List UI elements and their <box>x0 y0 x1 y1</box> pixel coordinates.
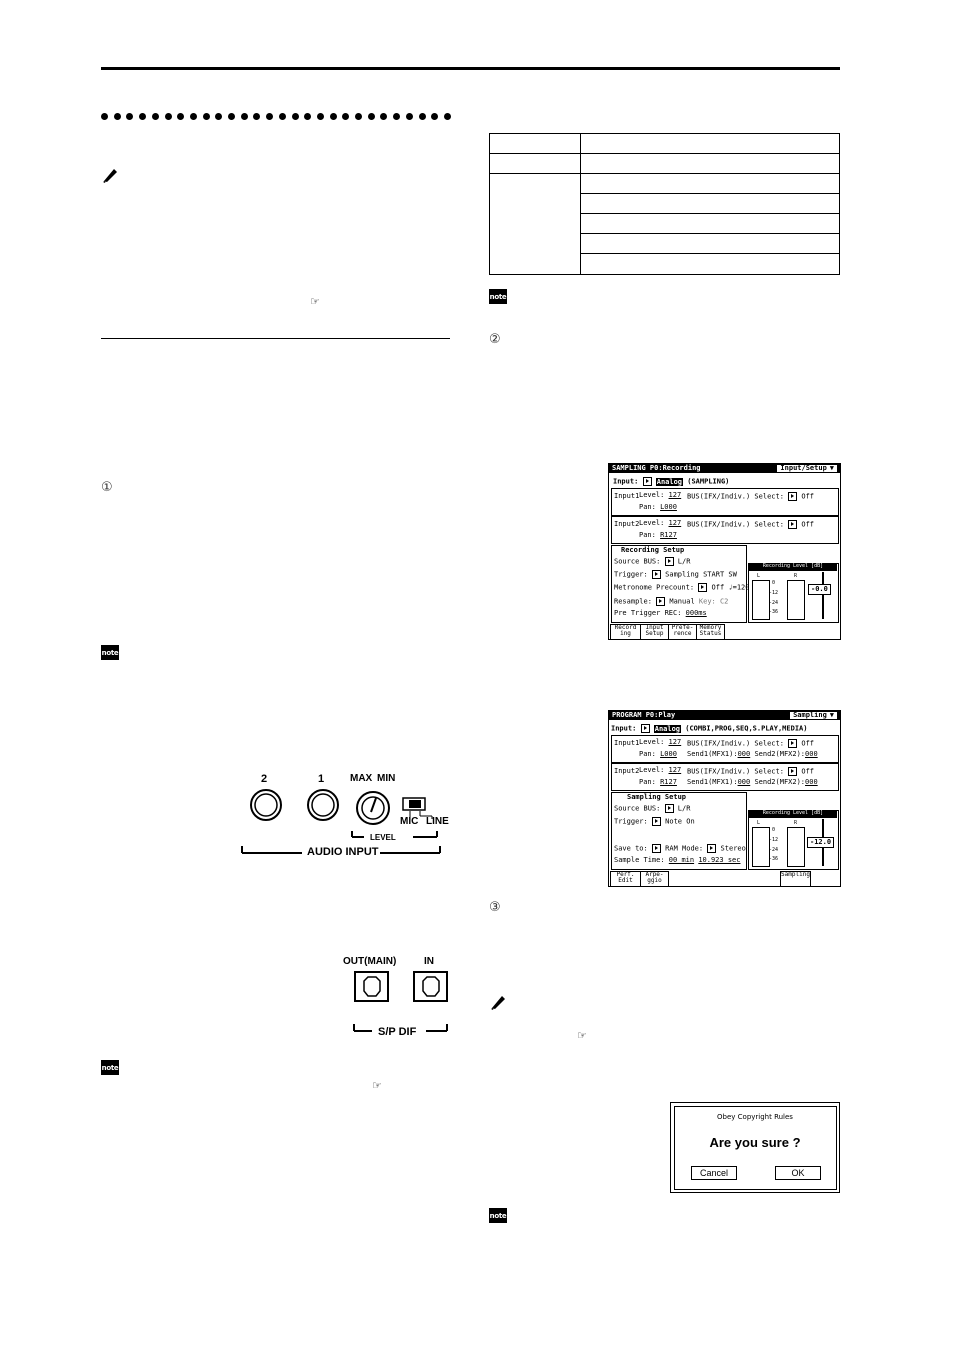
meter-r-label: R <box>794 573 798 579</box>
step-1-marker: ① <box>101 480 113 495</box>
ok-button[interactable]: OK <box>775 1166 821 1180</box>
input-popup-icon[interactable] <box>643 477 652 486</box>
header-rule <box>101 67 840 70</box>
scale-label: -36 <box>769 856 779 862</box>
input1-bus[interactable]: BUS(IFX/Indiv.) Select: Off <box>687 739 815 748</box>
table-cell <box>581 174 840 194</box>
input1-bus[interactable]: BUS(IFX/Indiv.) Select: Off <box>687 492 815 501</box>
input2-bus[interactable]: BUS(IFX/Indiv.) Select: Off <box>687 767 815 776</box>
line-label: LINE <box>426 816 449 827</box>
note-icon: note <box>489 289 507 304</box>
recording-setup-title: Recording Setup <box>621 546 685 554</box>
spec-table <box>489 133 840 275</box>
min-label: MIN <box>377 773 396 784</box>
table-cell <box>490 134 581 154</box>
screen-title-bar <box>609 711 840 720</box>
pointer-icon: ☞ <box>372 1079 382 1092</box>
screen-title-bar <box>609 464 840 473</box>
table-cell <box>581 154 840 174</box>
meter-r <box>787 827 805 867</box>
dialog-question: Are you sure ? <box>709 1135 801 1150</box>
metronome-field[interactable]: Metronome Precount: Off ♩=120 <box>614 583 750 592</box>
program-play-screen <box>608 710 841 887</box>
scale-label: -36 <box>769 609 779 615</box>
level-label: LEVEL <box>370 833 396 842</box>
audio-input-panel <box>240 770 455 860</box>
input-row: Input: Analog (COMBI,PROG,SEQ,S.PLAY,MEDIA) <box>611 724 808 733</box>
input1-pan[interactable]: Pan: L000 <box>639 503 677 511</box>
scale-label: -12 <box>769 837 779 843</box>
sampling-recording-screen <box>608 463 841 640</box>
table-cell <box>581 234 840 254</box>
max-label: MAX <box>350 773 373 784</box>
table-cell <box>581 194 840 214</box>
input-row: Input: Analog (SAMPLING) <box>613 477 730 486</box>
section-dot-rule <box>101 113 451 123</box>
input2-pan[interactable]: Pan: R127 <box>639 531 677 539</box>
scale-label: -24 <box>769 600 779 606</box>
scale-label: -12 <box>769 590 779 596</box>
input-value[interactable]: Analog <box>656 477 683 486</box>
mic-label: MIC <box>400 816 419 827</box>
input-popup-icon[interactable] <box>641 724 650 733</box>
save-to-field[interactable]: Save to: RAM Mode: Stereo <box>614 844 746 853</box>
cancel-button[interactable]: Cancel <box>691 1166 737 1180</box>
meter-l-label: L <box>757 573 761 579</box>
table-cell <box>581 134 840 154</box>
input2-label: Input2 <box>614 520 640 528</box>
input2-level[interactable]: Level: 127 <box>639 766 682 774</box>
input1-pan[interactable]: Pan: L000 <box>639 750 677 758</box>
trigger-field[interactable]: Trigger: Note On <box>614 817 695 826</box>
level-slider-value[interactable]: -12.0 <box>807 837 834 848</box>
meter-l <box>752 827 770 867</box>
tab-arpeggio[interactable]: Arpe- ggio <box>640 871 669 886</box>
audio-input-label: AUDIO INPUT <box>307 846 379 858</box>
screen-title: PROGRAM P0:Play <box>612 711 676 719</box>
trigger-field[interactable]: Trigger: Sampling START SW <box>614 570 737 579</box>
copyright-dialog <box>670 1102 840 1193</box>
table-cell <box>490 154 581 174</box>
input1-label: Input1 <box>614 739 640 747</box>
input2-bus[interactable]: BUS(IFX/Indiv.) Select: Off <box>687 520 815 529</box>
spdif-label: S/P DIF <box>378 1026 417 1038</box>
caution-icon <box>489 993 507 1011</box>
spdif-out-label: OUT(MAIN) <box>343 956 397 967</box>
recording-level-title: Recording Level [dB] <box>749 564 837 571</box>
sample-time-field[interactable]: Sample Time: 00 min 10.923 sec <box>614 856 741 864</box>
input-value[interactable]: Analog <box>654 724 681 733</box>
input1-level[interactable]: Level: 127 <box>639 738 682 746</box>
pointer-icon: ☞ <box>310 295 320 308</box>
dropdown-arrow-icon: ▼ <box>829 711 834 719</box>
tab-perf-edit[interactable]: Perf. Edit <box>610 871 641 886</box>
input2-level[interactable]: Level: 127 <box>639 519 682 527</box>
input1-sends[interactable]: Send1(MFX1):000 Send2(MFX2):000 <box>687 750 818 758</box>
recording-level-title: Recording Level [dB] <box>749 811 837 818</box>
table-cell <box>490 174 581 275</box>
pretrigger-field[interactable]: Pre Trigger REC: 000ms <box>614 609 707 617</box>
scale-label: 0 <box>772 827 776 833</box>
level-slider-track[interactable] <box>822 572 824 619</box>
table-cell <box>581 254 840 275</box>
level-slider-value[interactable]: -0.0 <box>808 584 831 595</box>
input1-label: Input1 <box>614 492 640 500</box>
scale-label: 0 <box>772 580 776 586</box>
input2-label: Input2 <box>614 767 640 775</box>
tab-memory-status[interactable]: Memory Status <box>696 624 725 639</box>
input2-pan[interactable]: Pan: R127 <box>639 778 677 786</box>
sampling-setup-title: Sampling Setup <box>627 793 687 801</box>
tab-recording[interactable]: Record ing <box>610 624 641 639</box>
spdif-in-label: IN <box>424 956 434 967</box>
dropdown-arrow-icon: ▼ <box>829 464 834 472</box>
note-icon: note <box>489 1208 507 1223</box>
jack-2-label: 2 <box>261 773 268 785</box>
step-2-marker: ② <box>489 332 501 347</box>
source-bus-field[interactable]: Source BUS: L/R <box>614 804 691 813</box>
input2-sends[interactable]: Send1(MFX1):000 Send2(MFX2):000 <box>687 778 818 786</box>
caution-icon <box>101 166 119 184</box>
tab-sampling[interactable]: Sampling <box>780 871 811 886</box>
tab-preference[interactable]: Prefe- rence <box>668 624 697 639</box>
dialog-title: Obey Copyright Rules <box>717 1113 793 1121</box>
step-3-marker: ③ <box>489 900 501 915</box>
meter-l-label: L <box>757 820 761 826</box>
input1-level[interactable]: Level: 127 <box>639 491 682 499</box>
screen-title: SAMPLING P0:Recording <box>612 464 701 472</box>
note-icon: note <box>101 645 119 660</box>
page-select[interactable]: Input/Setup ▼ <box>777 465 837 472</box>
scale-label: -24 <box>769 847 779 853</box>
meter-r-label: R <box>794 820 798 826</box>
section-rule <box>101 338 450 339</box>
resample-field[interactable]: Resample: Manual Key: C2 <box>614 597 729 606</box>
table-cell <box>581 214 840 234</box>
jack-1-label: 1 <box>318 773 325 785</box>
note-icon: note <box>101 1060 119 1075</box>
source-bus-field[interactable]: Source BUS: L/R <box>614 557 691 566</box>
tab-input-setup[interactable]: Input Setup <box>640 624 669 639</box>
spdif-panel <box>340 955 452 1040</box>
meter-l <box>752 580 770 620</box>
page-select[interactable]: Sampling ▼ <box>790 712 837 719</box>
pointer-icon: ☞ <box>577 1029 587 1042</box>
meter-r <box>787 580 805 620</box>
